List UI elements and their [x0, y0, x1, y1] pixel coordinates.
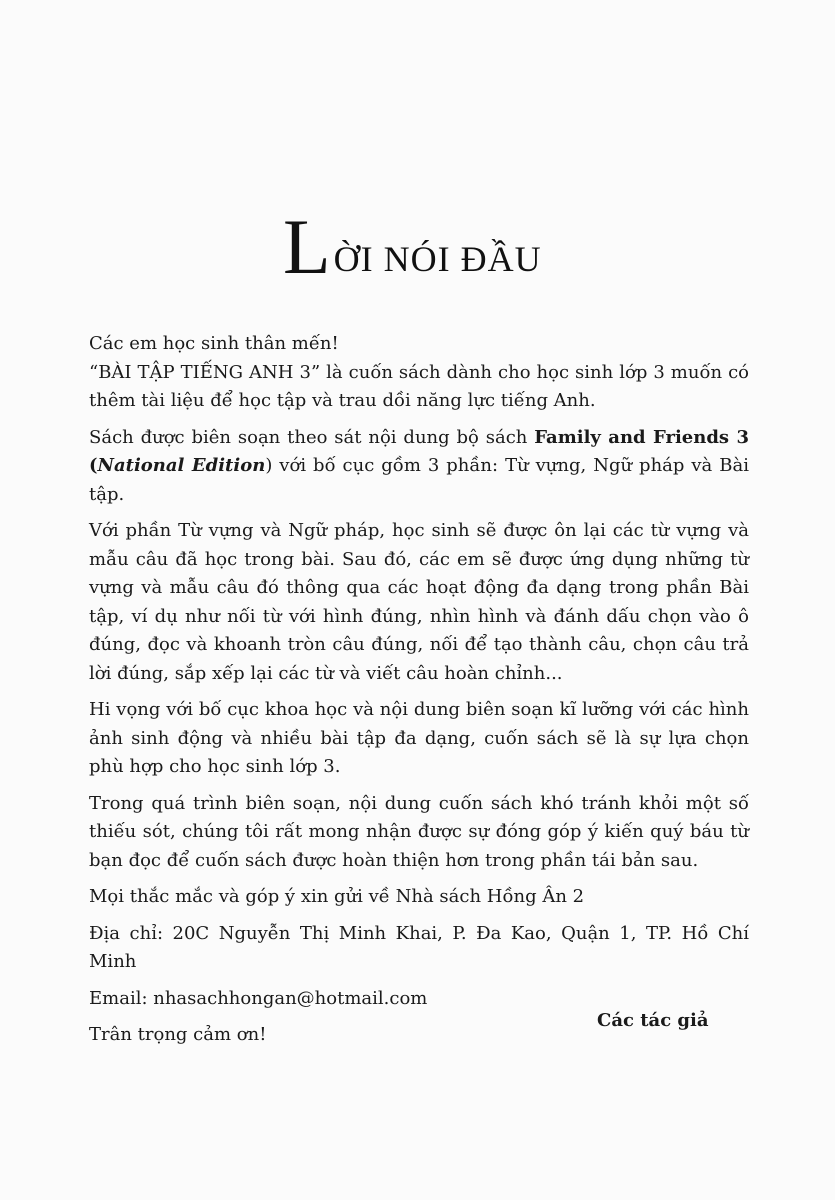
series-name: Family and Friends 3 (: [89, 426, 749, 476]
paragraph-1: “BÀI TẬP TIẾNG ANH 3” là cuốn sách dành cho học sinh lớp 3 muốn có thêm tài liệu để học tập và trau dồi năng lực tiếng Anh.: [89, 361, 749, 411]
paragraph-3: Với phần Từ vựng và Ngữ pháp, học sinh sẽ được ôn lại các từ vựng và mẫu câu đã học trong bài. Sau đó, các em sẽ được ứng dụng những từ vựng và mẫu câu đó thông qua các hoạt động đa dạng trong phần Bài tập, ví dụ như nối từ với hình đúng, nhìn hình và đánh dấu chọn vào ô đúng, đọc và khoanh tròn câu đúng, nối để tạo thành câu, chọn câu trả lời đúng, sắp xếp lại các từ và viết câu hoàn chỉnh...: [89, 520, 749, 684]
preface-body: [89, 330, 749, 1050]
title-drop-letter: L: [283, 203, 332, 290]
title-rest: ỜI NÓI ĐẦU: [333, 239, 542, 279]
paragraph-5: Trong quá trình biên soạn, nội dung cuốn sách khó tránh khỏi một số thiếu sót, chúng tôi rất mong nhận được sự đóng góp ý kiến quý báu từ bạn đọc để cuốn sách được hoàn thiện hơn trong phần tái bản sau.: [89, 792, 749, 871]
signature: Các tác giả: [597, 1010, 709, 1031]
page-title: [283, 203, 703, 290]
edition-name: National Edition: [97, 455, 266, 476]
address-line: Địa chỉ: 20C Nguyễn Thị Minh Khai, P. Đa Kao, Quận 1, TP. Hồ Chí Minh: [89, 922, 749, 972]
paragraph-4: Hi vọng với bố cục khoa học và nội dung biên soạn kĩ lưỡng với các hình ảnh sinh động và nhiều bài tập đa dạng, cuốn sách sẽ là sự lựa chọn phù hợp cho học sinh lớp 3.: [89, 699, 749, 777]
email-line: Email: nhasachhongan@hotmail.com: [89, 987, 428, 1009]
paragraph-2-start: Sách được biên soạn theo sát nội dung bộ sách: [89, 426, 535, 448]
paragraph-2: [89, 424, 749, 510]
thanks-line: Trân trọng cảm ơn!: [89, 1024, 267, 1045]
contact-line: Mọi thắc mắc và góp ý xin gửi về Nhà sách Hồng Ân 2: [89, 886, 585, 907]
greeting: Các em học sinh thân mến!: [89, 333, 339, 354]
paragraph-2-end: ) với bố cục gồm 3 phần: Từ vựng, Ngữ pháp và Bài tập.: [89, 455, 749, 505]
